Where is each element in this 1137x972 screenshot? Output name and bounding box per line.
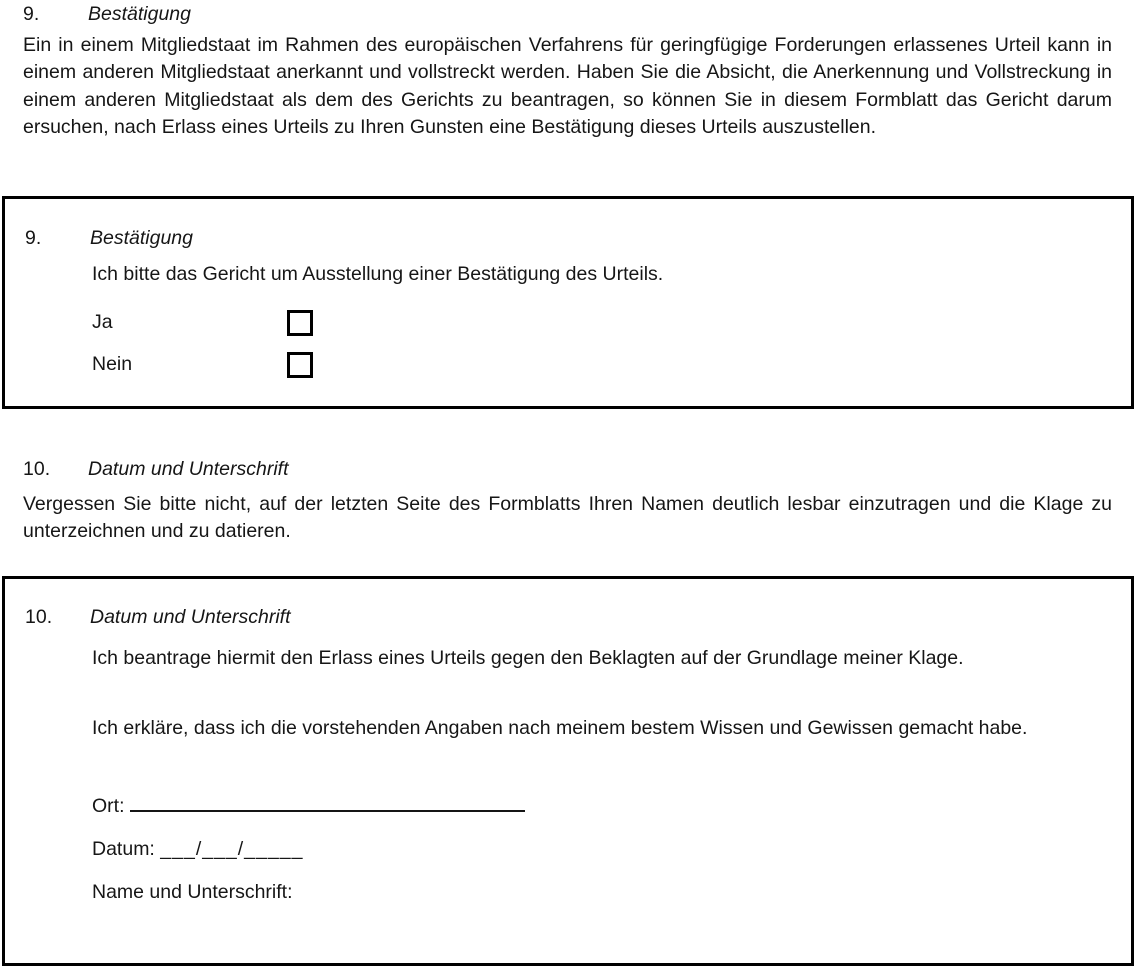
judgment-request-paragraph: Ich beantrage hiermit den Erlass eines Urteils gegen den Beklagten auf der Grundlage meiner Klage. <box>92 647 964 669</box>
ort-row <box>92 789 525 820</box>
nein-label: Nein <box>92 353 133 376</box>
datum-label: Datum: <box>92 838 155 860</box>
section-10-box <box>2 576 1134 966</box>
section-9-box <box>2 196 1134 409</box>
section-9-box-number: 9. <box>25 227 42 249</box>
ort-label: Ort: <box>92 795 125 817</box>
ort-input-line[interactable] <box>130 789 525 812</box>
section-10-heading <box>23 456 289 483</box>
section-9-intro-paragraph: Ein in einem Mitgliedstaat im Rahmen des europäischen Verfahrens für geringfügige Forderungen erlassenes Urteil kann in einem anderen Mitgliedstaat anerkannt und vollstreckt werden. Haben Sie die Absicht, die Anerkennung und Vollstreckung in einem anderen Mitgliedstaat als dem des Gerichts zu beantragen, so können Sie in diesem Formblatt das Gericht darum ersuchen, nach Erlass eines Urteils zu Ihren Gunsten eine Bestätigung dieses Urteils auszustellen. <box>23 34 1112 139</box>
name-signature-row <box>92 879 293 906</box>
ja-label: Ja <box>92 311 113 334</box>
ja-checkbox[interactable] <box>287 310 313 336</box>
datum-input-line[interactable]: ___/___/_____ <box>160 838 304 860</box>
section-9-box-heading <box>25 225 1111 252</box>
section-9-box-title: Bestätigung <box>90 227 193 249</box>
section-10-number: 10. <box>23 458 51 480</box>
section-9-title: Bestätigung <box>88 3 191 25</box>
ja-choice-row <box>92 309 313 337</box>
datum-row <box>92 836 303 863</box>
nein-choice-row <box>92 351 313 379</box>
section-10-box-number: 10. <box>25 606 53 628</box>
name-signature-label: Name und Unterschrift: <box>92 881 293 903</box>
section-10-title: Datum und Unterschrift <box>88 458 289 480</box>
nein-checkbox[interactable] <box>287 352 313 378</box>
section-9-heading <box>23 1 191 28</box>
section-10-intro-paragraph: Vergessen Sie bitte nicht, auf der letzten Seite des Formblatts Ihren Namen deutlich lesbar einzutragen und die Klage zu unterzeichnen und zu datieren. <box>23 493 1112 543</box>
section-10-box-heading <box>25 604 1111 631</box>
declaration-paragraph: Ich erkläre, dass ich die vorstehenden Angaben nach meinem bestem Wissen und Gewissen gemacht habe. <box>92 717 1028 739</box>
section-10-box-title: Datum und Unterschrift <box>90 606 291 628</box>
certificate-request-text: Ich bitte das Gericht um Ausstellung einer Bestätigung des Urteils. <box>92 263 664 285</box>
section-9-number: 9. <box>23 3 40 25</box>
